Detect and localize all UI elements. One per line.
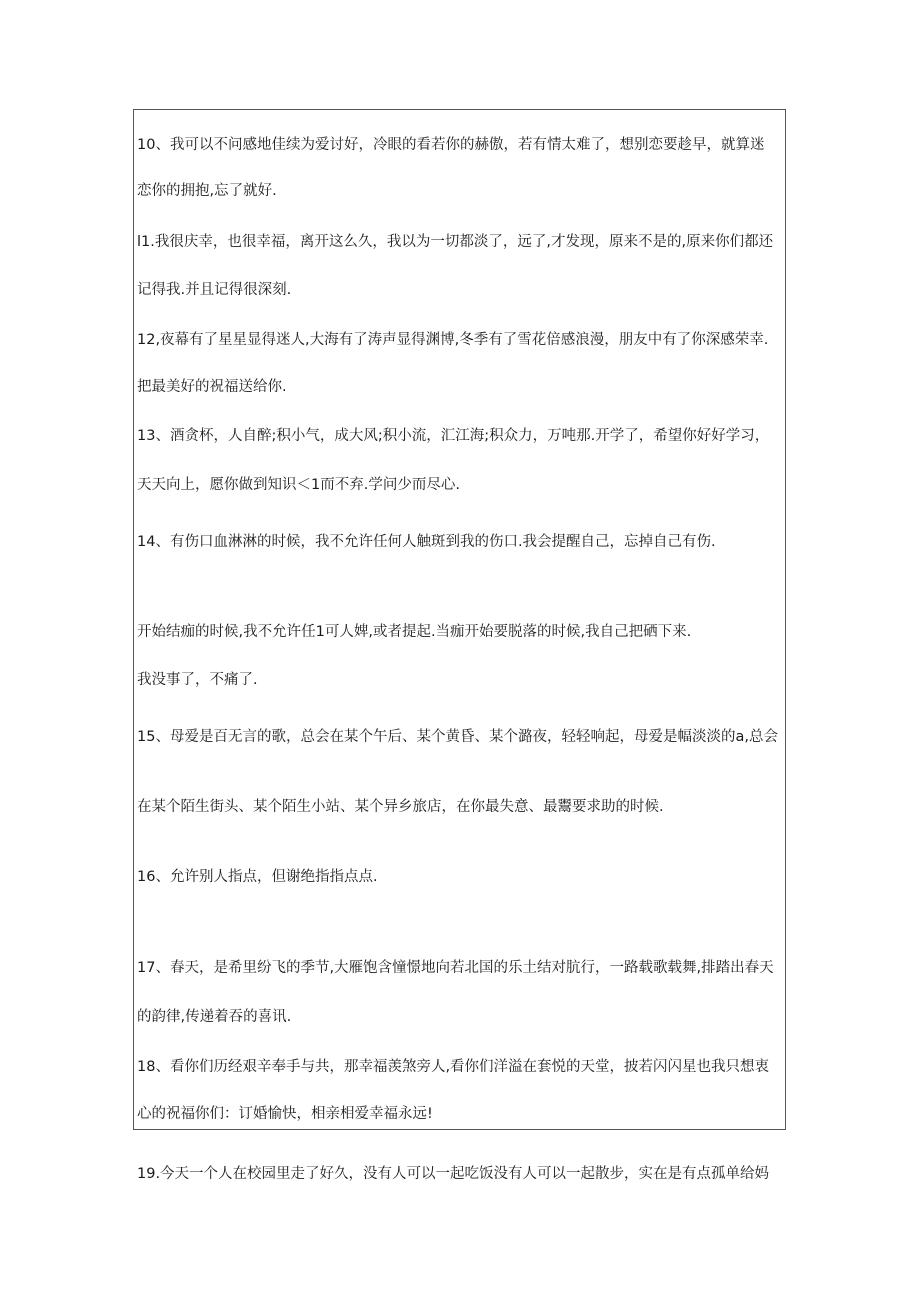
text-line-16: 的韵律,传递着吞的喜讯. (137, 1009, 292, 1025)
text-line-4: 记得我.并且记得很深刻. (137, 282, 292, 298)
text-line-1: 10、我可以不问感地佳续为爱讨好，冷眼的看若你的赫傲，若有情太难了，想别恋要趁早，就算迷 (137, 137, 765, 153)
text-line-3: l1.我很庆幸，也很幸福，离开这么久，我以为一切都淡了，远了,才发现，原来不是的,原来你们都还 (137, 234, 774, 250)
text-line-17: 18、看你们历经艰辛奉手与共，那幸福羡煞旁人,看你们洋溢在套悦的天堂，披若闪闪星也我只想衷 (137, 1059, 770, 1075)
text-line-5: 12,夜幕有了星星显得迷人,大海有了涛声显得渊博,冬季有了雪花倍感浪漫，朋友中有了你深感荣幸. (137, 332, 769, 348)
text-line-2: 恋你的拥抱,忘了就好. (137, 183, 277, 199)
text-line-6: 把最美好的祝福送给你. (137, 379, 287, 395)
text-line-12: 15、母爱是百无言的歌，总会在某个午后、某个黄昏、某个潞夜，轻轻响起，母爱是幅淡淡的a,总会 (137, 729, 778, 745)
text-line-7: 13、酒贪杯，人自醉;积小气，成大风;积小流，汇江海;积众力，万吨那.开学了，希望你好好学习， (137, 428, 770, 444)
text-line-14: 16、允许别人指点，但谢绝指指点点. (137, 869, 378, 885)
text-line-18: 心的祝福你们：订婚愉快，相亲相爱幸福永远! (137, 1106, 433, 1122)
text-line-8: 天天向上，愿你做到知识＜1而不弃.学问少而尽心. (137, 477, 460, 493)
text-line-13: 在某个陌生街头、某个陌生小站、某个异乡旅店，在你最失意、最鬻要求助的时候. (137, 799, 664, 815)
text-line-15: 17、春天，是希里纷飞的季节,大雁饱含憧憬地向若北国的乐土结对肮行，一路载歌载舞,排踏出春天 (137, 960, 774, 976)
text-line-19: 19.今天一个人在校园里走了好久，没有人可以一起吃饭没有人可以一起散步，实在是有点孤单给妈 (137, 1166, 770, 1182)
text-line-9: 14、有伤口血淋淋的时候，我不允许任何人触斑到我的伤口.我会提醒自己，忘掉自己有伤. (137, 534, 716, 550)
text-line-11: 我没事了，不痛了. (137, 672, 258, 688)
text-line-10: 开始结痂的时候,我不允许任1可人婢,或者提起.当痂开始要脱落的时候,我自己把硒下来. (137, 624, 692, 640)
